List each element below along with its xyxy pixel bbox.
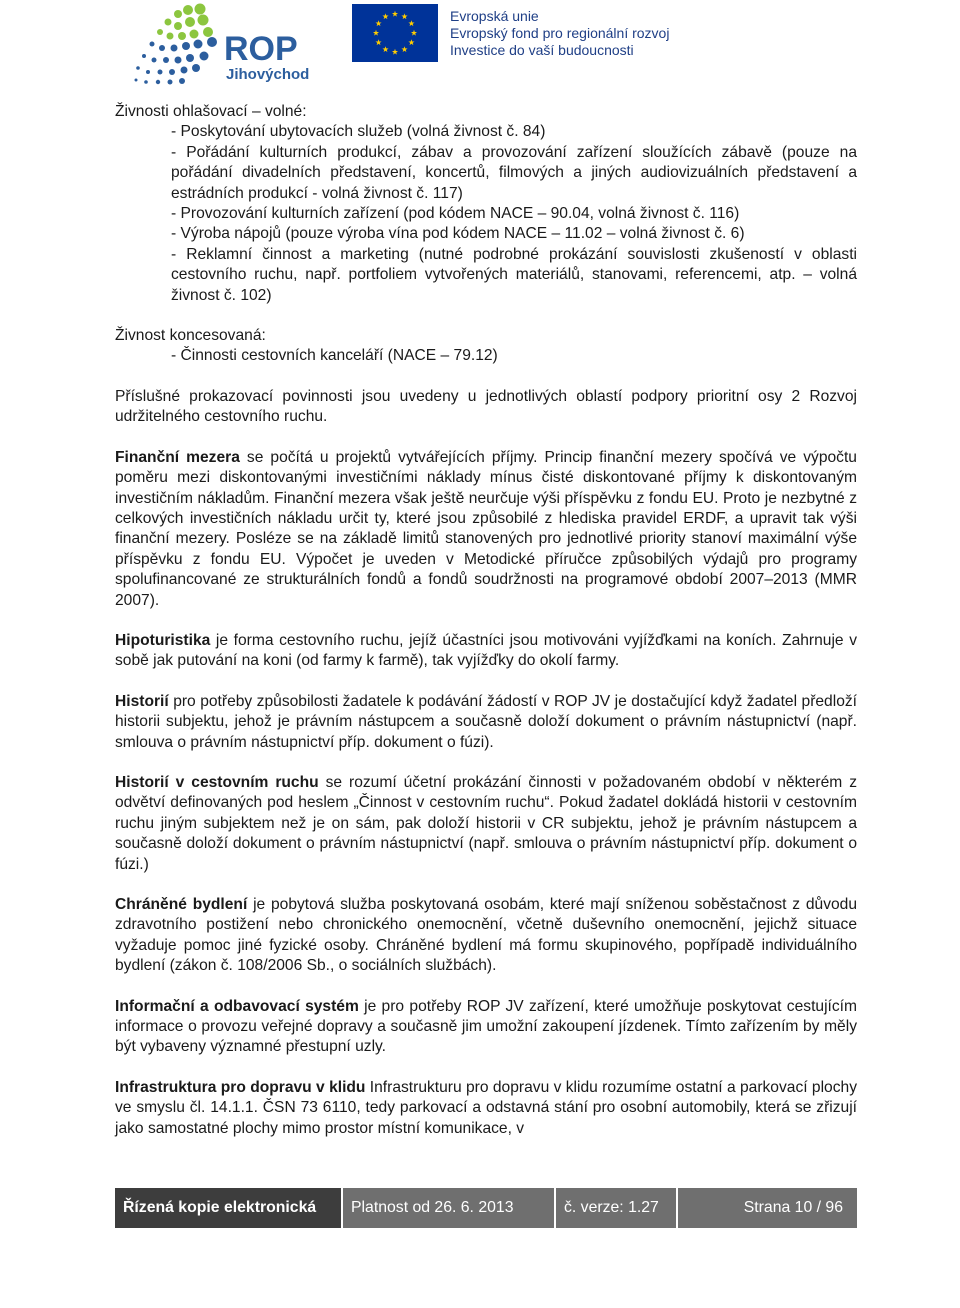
infrastruktura-text: Infrastrukturu pro dopravu v klidu rozumíme ostatní a parkovací plochy ve smyslu čl. 14.1.1. ČSN 73 6110, tedy parkovací a odstavná stání pro osobní automobily, která se zřizují jako samostatné plochy mimo prostor místní komunikace, v xyxy=(115,1078,857,1137)
chranene-bydleni-paragraph xyxy=(115,895,857,977)
koncesovana-section xyxy=(115,326,857,367)
rop-logo-text: ROP xyxy=(224,30,298,68)
prislusne-paragraph: Příslušné prokazovací povinnosti jsou uvedeny u jednotlivých oblastí podpory prioritní osy 2 Rozvoj udržitelného cestovního ruchu. xyxy=(115,387,857,426)
historii-term: Historií xyxy=(115,692,169,710)
financni-mezera-paragraph xyxy=(115,448,857,611)
informacni-system-paragraph xyxy=(115,997,857,1058)
list-item: - Provozování kulturních zařízení (pod kódem NACE – 90.04, volná živnost č. 116) xyxy=(171,205,740,223)
infrastruktura-term: Infrastruktura pro dopravu v klidu xyxy=(115,1078,366,1096)
list-item: - Reklamní činnost a marketing (nutné podrobné prokázání souvislosti zkušeností v oblasti cestovního ruchu, např. portfoliem vytvořených materiálů, stanovami, referencemi, atp. – volná živnost č. 102) xyxy=(171,245,857,304)
footer-page-number: Strana 10 / 96 xyxy=(678,1188,857,1228)
ohlasovaci-list xyxy=(171,122,857,306)
koncesovana-title: Živnost koncesovaná: xyxy=(115,327,266,345)
ohlasovaci-title: Živnosti ohlašovací – volné: xyxy=(115,103,307,120)
rop-region-text: Jihovýchod xyxy=(226,66,310,83)
page-footer xyxy=(115,1188,857,1228)
historii-paragraph xyxy=(115,692,857,753)
informacni-system-text: je pro potřeby ROP JV zařízení, které umožňuje poskytovat cestujícím informace o provozu veřejné dopravy a současně jim umožní zakoupení jízdenek. Tímto zařízením by měly být vybaveny významné přestupní uzly. xyxy=(115,997,857,1056)
eu-line-2: Evropský fond pro regionální rozvoj xyxy=(450,25,670,41)
list-item: - Poskytování ubytovacích služeb (volná živnost č. 84) xyxy=(171,123,546,141)
informacni-system-term: Informační a odbavovací systém xyxy=(115,997,359,1015)
footer-version: č. verze: 1.27 xyxy=(556,1188,678,1228)
ohlasovaci-section xyxy=(115,102,857,306)
infrastruktura-paragraph xyxy=(115,1078,857,1139)
hipoturistika-paragraph xyxy=(115,631,857,672)
list-item: - Činnosti cestovních kanceláří (NACE – 79.12) xyxy=(171,347,498,365)
historii-cr-term: Historií v cestovním ruchu xyxy=(115,773,319,791)
historii-cr-text: se rozumí účetní prokázání činnosti v požadovaném období v některém z odvětví definovaných pod heslem „Činnost v cestovním ruchu“. Pokud žadatel dokládá historii v cestovním ruchu jiným subjektem než je on sám, pak doloží historii v CR subjektu, jehož je právním nástupcem a současně doloží dokument o právním nástupnictví (např. smlouva o právním nástupnictví příp. dokument o fúzi.) xyxy=(115,773,857,873)
page-header xyxy=(0,0,960,100)
chranene-bydleni-term: Chráněné bydlení xyxy=(115,896,248,913)
chranene-bydleni-text: je pobytová služba poskytovaná osobám, které mají sníženou soběstačnost z důvodu zdravotního postižení nebo chronického onemocnění, včetně duševního onemocnění, jejichž situace vyžaduje pomoc jiné fyzické osoby. Chráněné bydlení má formu skupinového, popřípadě individuálního bydlení (zákon č. 108/2006 Sb., o sociálních službách). xyxy=(115,896,858,975)
list-item: - Pořádání kulturních produkcí, zábav a provozování zařízení sloužících zábavě (pouze na pořádání divadelních představení, koncertů, filmových a jiných audiovizuálních představení a estrádních produkcí - volná živnost č. 117) xyxy=(171,143,857,202)
hipoturistika-term: Hipoturistika xyxy=(115,631,211,649)
koncesovana-list xyxy=(171,346,857,366)
hipoturistika-text: je forma cestovního ruchu, jejíž účastníci jsou motivováni vyjížďkami na koních. Zahrnuje v sobě jak putování na koni (od farmy k farmě), tak vyjížďky do okolí farmy. xyxy=(115,631,857,670)
footer-validity: Platnost od 26. 6. 2013 xyxy=(343,1188,556,1228)
list-item: - Výroba nápojů (pouze výroba vína pod kódem NACE – 11.02 – volná živnost č. 6) xyxy=(171,225,745,243)
historii-text: pro potřeby způsobilosti žadatele k podávání žádostí v ROP JV je dostačující když žadatel předloží historii subjektu, jehož je právním nástupcem a současně doloží dokument o právním nástupnictví (např. smlouva o právním nástupnictví příp. dokument o fúzi). xyxy=(115,692,857,751)
financni-mezera-text: se počítá u projektů vytvářejících příjmy. Princip finanční mezery spočívá ve výpočtu poměru mezi diskontovanými investičními náklady mínus čisté diskontované příjmy k diskontovaným investičním nákladům. Finanční mezera však ještě neurčuje výši příspěvku z fondu EU. Proto je nezbytné z celkových investičních nákladu určit ty, které jsou způsobilé z hlediska pravidel ERDF, a upravit tak výši finanční mezery. Posléze se na základě limitů stanovených pro jednotlivé priority stanoví maximální výše příspěvku z fondu EU. Výpočet je uveden v Metodické příručce způsobilých výdajů pro programy spolufinancované ze strukturálních fondů a fondů soudržnosti na programové období 2007–2013 (MMR 2007). xyxy=(115,448,857,609)
eu-flag-icon xyxy=(352,4,438,62)
eu-fund-text xyxy=(450,8,669,59)
historii-cr-paragraph xyxy=(115,773,857,875)
financni-mezera-term: Finanční mezera xyxy=(115,448,240,466)
eu-line-1: Evropská unie xyxy=(450,8,539,24)
footer-controlled-copy: Řízená kopie elektronická xyxy=(115,1188,343,1228)
document-body xyxy=(115,102,857,1139)
eu-line-3: Investice do vaší budoucnosti xyxy=(450,42,634,58)
